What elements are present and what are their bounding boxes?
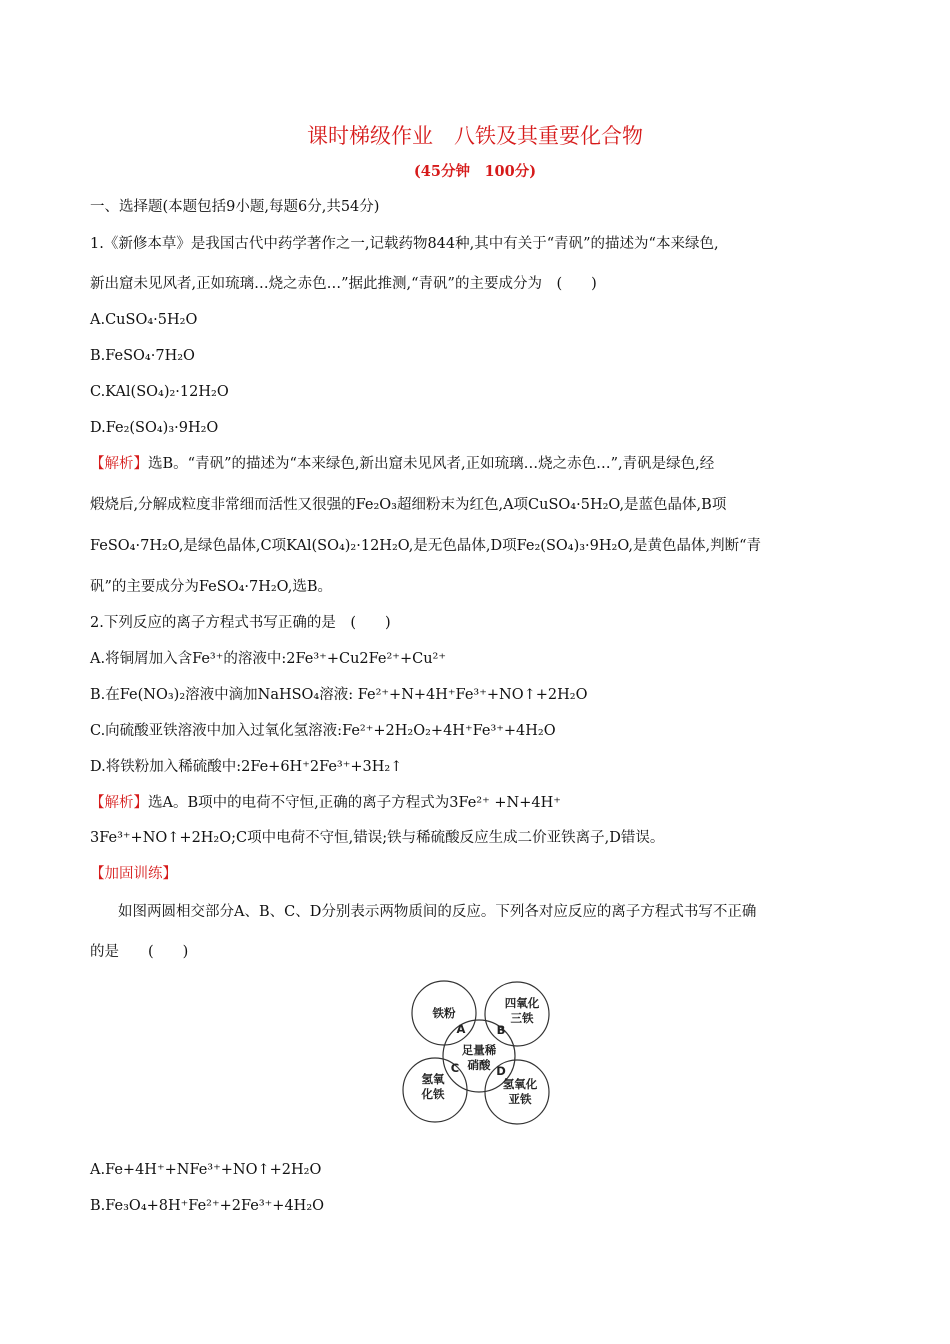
- q2-analysis-line1: [90, 793, 561, 813]
- reinforce-stem-line2: 的是 ( ): [90, 944, 189, 960]
- reinforce-option-a: A.Fe+4H⁺+NFe³⁺+NO↑+2H₂O: [90, 1162, 322, 1178]
- label-region-d: D: [496, 1064, 506, 1078]
- q2-analysis-tag: 【解析】: [90, 795, 148, 811]
- q1-analysis-line3: FeSO₄·7H₂O,是绿色晶体,C项KAl(SO₄)₂·12H₂O,是无色晶体,D项Fe₂(SO₄)₃·9H₂O,是黄色晶体,判断“青: [90, 538, 762, 554]
- q2-option-d: D.将铁粉加入稀硫酸中:2Fe+6H⁺2Fe³⁺+3H₂↑: [90, 759, 403, 775]
- q2-stem: 2.下列反应的离子方程式书写正确的是 ( ): [90, 615, 391, 631]
- reinforce-option-b: B.Fe₃O₄+8H⁺Fe²⁺+2Fe³⁺+4H₂O: [90, 1198, 325, 1214]
- q1-stem-line1: 1.《新修本草》是我国古代中药学著作之一,记载药物844种,其中有关于“青矾”的描述为“本来绿色,: [90, 236, 719, 252]
- q1-analysis-text1: 选B。“青矾”的描述为“本来绿色,新出窟未见风者,正如琉璃…烧之赤色…”,青矾是绿色,经: [148, 456, 715, 472]
- q2-option-c: C.向硫酸亚铁溶液中加入过氧化氢溶液:Fe²⁺+2H₂O₂+4H⁺Fe³⁺+4H₂O: [90, 723, 556, 739]
- label-feoh3-line2: 化铁: [421, 1087, 445, 1101]
- q2-option-b: B.在Fe(NO₃)₂溶液中滴加NaHSO₄溶液: Fe²⁺+N+4H⁺Fe³⁺+NO↑+2H₂O: [90, 687, 588, 703]
- section-heading: 一、选择题(本题包括9小题,每题6分,共54分): [90, 199, 380, 215]
- q1-option-d: D.Fe₂(SO₄)₃·9H₂O: [90, 420, 219, 436]
- label-fe3o4-line2: 三铁: [510, 1011, 534, 1025]
- venn-diagram: [400, 980, 560, 1125]
- reinforce-tag: 【加固训练】: [90, 866, 177, 882]
- q2-option-a: A.将铜屑加入含Fe³⁺的溶液中:2Fe³⁺+Cu2Fe²⁺+Cu²⁺: [90, 651, 446, 667]
- q1-option-b: B.FeSO₄·7H₂O: [90, 348, 195, 364]
- label-feoh2-line2: 亚铁: [508, 1092, 532, 1106]
- reinforce-stem-line1: 如图两圆相交部分A、B、C、D分别表示两物质间的反应。下列各对应反应的离子方程式书写不正确: [118, 904, 757, 920]
- label-nitric-line1: 足量稀: [461, 1043, 497, 1057]
- q1-analysis-line1: [90, 454, 714, 474]
- label-iron-powder: 铁粉: [432, 1006, 456, 1020]
- q2-analysis-text1: 选A。B项中的电荷不守恒,正确的离子方程式为3Fe²⁺ +N+4H⁺: [148, 795, 561, 811]
- q1-option-c: C.KAl(SO₄)₂·12H₂O: [90, 384, 229, 400]
- q1-analysis-tag: 【解析】: [90, 456, 148, 472]
- label-fe3o4-line1: 四氧化: [504, 996, 540, 1010]
- label-feoh3-line1: 氢氧: [421, 1072, 445, 1086]
- q1-analysis-line4: 矾”的主要成分为FeSO₄·7H₂O,选B。: [90, 579, 332, 595]
- q1-option-a: A.CuSO₄·5H₂O: [90, 312, 198, 328]
- label-feoh2-line1: 氢氧化: [502, 1077, 538, 1091]
- q2-analysis-line2: 3Fe³⁺+NO↑+2H₂O;C项中电荷不守恒,错误;铁与稀硫酸反应生成二价亚铁离子,D错误。: [90, 830, 665, 846]
- label-region-c: C: [450, 1061, 460, 1075]
- label-region-b: B: [496, 1023, 506, 1037]
- label-nitric-line2: 硝酸: [467, 1058, 491, 1072]
- q1-stem-line2: 新出窟未见风者,正如琉璃…烧之赤色…”据此推测,“青矾”的主要成分为 ( ): [90, 276, 597, 292]
- page-title: 课时梯级作业 八铁及其重要化合物: [307, 124, 643, 148]
- q1-analysis-line2: 煅烧后,分解成粒度非常细而活性又很强的Fe₂O₃超细粉末为红色,A项CuSO₄·5H₂O,是蓝色晶体,B项: [90, 497, 727, 513]
- page-subtitle: (45分钟 100分): [413, 163, 537, 180]
- label-region-a: A: [456, 1022, 466, 1036]
